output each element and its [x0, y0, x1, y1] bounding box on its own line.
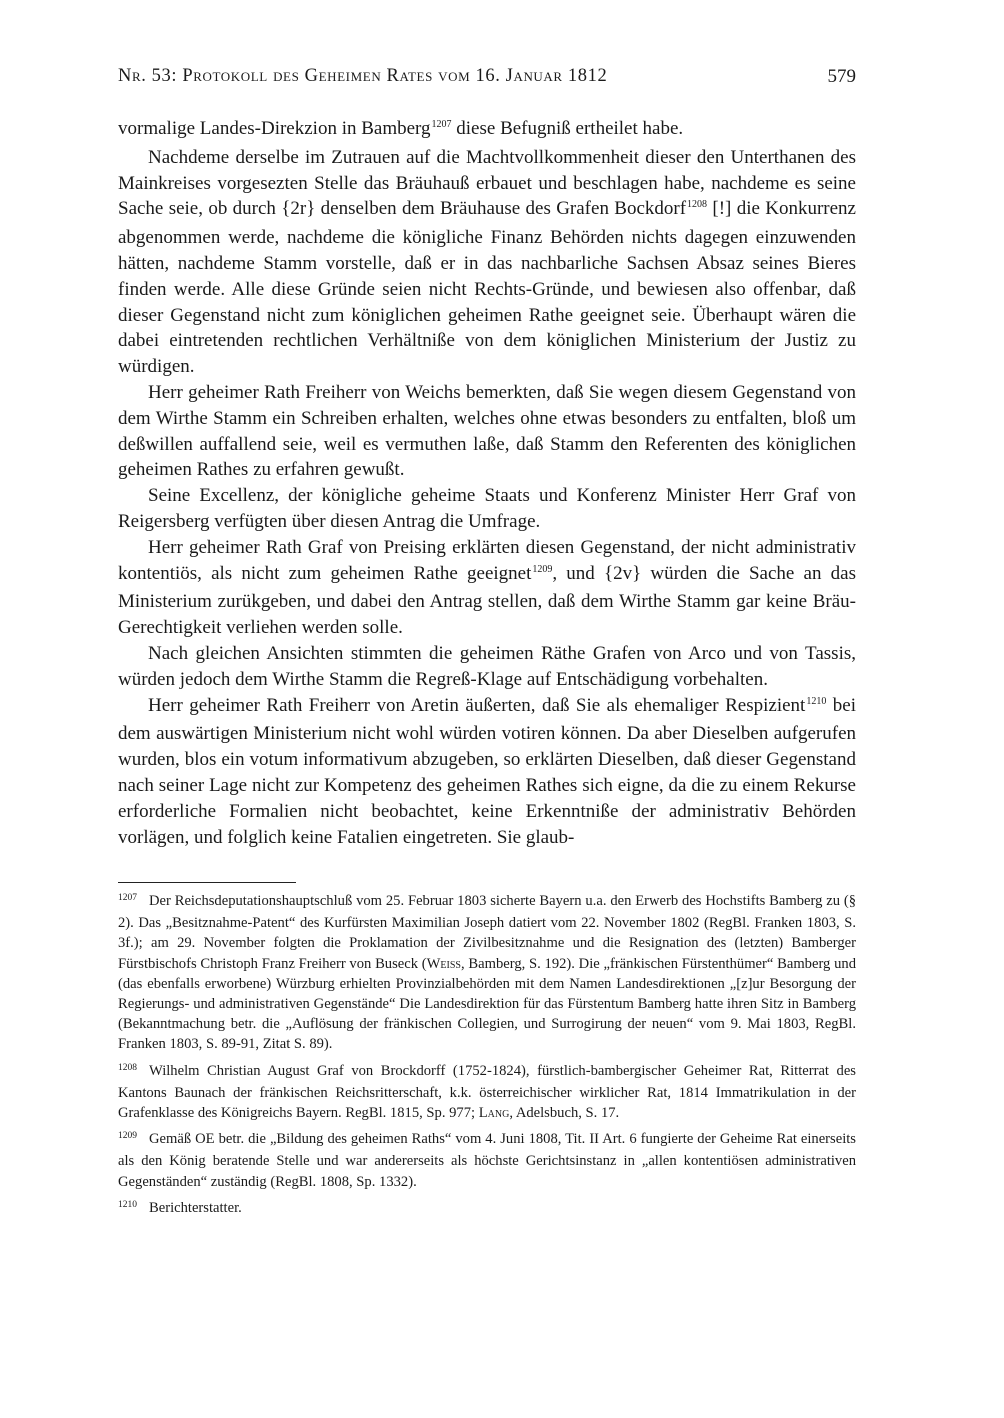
running-head: Nr. 53: Protokoll des Geheimen Rates vom 16. Januar 1812 — [118, 66, 608, 86]
footnotes — [118, 891, 856, 1226]
paragraph: vormalige Landes-Direkzion in Bamberg$^{1207}$ diese Befugniß ertheilet habe. — [118, 118, 684, 139]
footnote-ref[interactable]: 1207 — [431, 119, 452, 130]
paragraph: Seine Excellenz, der königliche geheime Staats und Konferenz Minister Herr Graf von Reigersberg verfügten über diesen Antrag die Umfrage. — [118, 485, 856, 532]
footnote-number: 1209 — [118, 1131, 137, 1142]
paragraph: Herr geheimer Rath Freiherr von Weichs bemerkten, daß Sie wegen diesem Gegenstand von dem Wirthe Stamm ein Schreiben erhalten, welches ohne etwas besonders zu entfalten, bloß um deßwillen auffallend seie, weil es vermuthen laße, daß Stamm den Referenten des königlichen geheimen Rathes zu erfahren gewußt. — [118, 381, 856, 481]
paragraph: Herr geheimer Rath Freiherr von Aretin äußerten, daß Sie als ehemaliger Respizient$^{1210}$ bei dem auswärtigen Ministerium nicht wohl würden votiren können. Da aber Dieselben aufgerufen wurden, blos ein votum informativum abzugeben, so erklärten Dieselben, daß dieser Gegenstand nach seiner Lage nicht zur Kompetenz des geheimen Rathes sich eigne, da die zu einem Rekurse erforderliche Formalien nicht beobachtet, keine Erkenntniße der administrativ Behörden vorlägen, und folglich keine Fatalien eingetreten. Sie glaub- — [118, 694, 856, 848]
paragraph: Nachdeme derselbe im Zutrauen auf die Machtvollkommenheit dieser den Unterthanen des Mainkreises vorgesezten Stelle das Bräuhauß erbauet und beschlagen habe, nachdeme es seine Sache seie, ob durch {2r} denselben dem Bräuhause des Grafen Bockdorf$^{1208}$ [!] die Konkurrenz abgenommen werde, nachdeme die königliche Finanz Behörden nichts dagegen einzuwenden hätten, nachdeme Stamm vorstelle, daß er in das nachbarliche Sachsen Absaz seines Bieres finden werde. Alle diese Gründe seien nicht Rechts-Gründe, und bewiesen also offenbar, daß dieser Gegenstand nicht zum königlichen geheimen Rathe geeignet seie. Überhaupt wären die dabei eintretenden rechtlichen Verhältniße von dem königlichen Ministerium der Justiz zu würdigen. — [118, 146, 856, 378]
footnote-ref[interactable]: 1210 — [806, 695, 827, 707]
footnote: $^{1210}$ Berichterstatter. — [118, 1199, 242, 1216]
paragraph: Nach gleichen Ansichten stimmten die geheimen Räthe Grafen von Arco und von Tassis, würden jedoch dem Wirthe Stamm die Regreß-Klage auf Entschädigung vorbehalten. — [118, 642, 856, 690]
footnote-number: 1210 — [118, 1199, 137, 1210]
page-header — [118, 66, 856, 94]
footnote: $^{1207}$ Der Reichsdeputationshauptschluß vom 25. Februar 1803 sicherte Bayern u.a. den Erwerb des Hochstifts Bamberg zu (§ 2). Das „Besitznahme-Patent“ des Kurfürsten Maximilian Joseph datiert vom 22. November 1802 (RegBl. Franken 1803, S. 3f.); am 29. November folgten die Proklamation der Zivilbesitznahme und die Resignation des (letzten) Bamberger Fürstbischofs Christoph Franz Freiherr von Buseck (Weiss, Bamberg, S. 192). Die „fränkischen Fürstenthümer“ Bamberg und (das ebenfalls erworbene) Würzburg erhielten Provinzialbehörden mit dem Namen Landesdirektionen „[z]ur Besorgung der Regierungs- und administrativen Gegenstände“ Die Landesdirektion für das Fürstentum Bamberg hatte ihren Sitz in Bamberg (Bekanntmachung betr. die „Auflösung der fränkischen Collegien, und Surrogirung der neuen“ vom 9. Mai 1803, RegBl. Franken 1803, S. 89-91, Zitat S. 89). — [118, 893, 856, 1053]
paragraph: Herr geheimer Rath Graf von Preising erklärten diesen Gegenstand, der nicht administrativ kontentiös, als nicht zum geheimen Rathe geeignet$^{1209}$, und {2v} würden die Sache an das Ministerium zurükgeben, und dabei den Antrag stellen, daß dem Wirthe Stamm gar keine Bräu-Gerechtigkeit verliehen werden solle. — [118, 536, 856, 639]
footnote-number: 1207 — [118, 893, 137, 903]
footnote-ref[interactable]: 1208 — [687, 199, 708, 211]
footnote-ref[interactable]: 1209 — [532, 563, 553, 575]
footnote: $^{1208}$ Wilhelm Christian August Graf von Brockdorff (1752-1824), fürstlich-bambergischer Geheimer Rat, Ritterrat des Kantons Baunach der fränkischen Reichsritterschaft, k.k. österreichischer wirklicher Rat, 1814 Immatrikulation in der Grafenklasse des Königreichs Bayern. RegBl. 1815, Sp. 977; Lang, Adelsbuch, S. 17. — [118, 1062, 856, 1122]
main-text — [118, 116, 856, 850]
page-number: 579 — [827, 66, 856, 87]
footnote-divider — [118, 882, 296, 883]
footnote: $^{1209}$ Gemäß OE betr. die „Bildung des geheimen Raths“ vom 4. Juni 1808, Tit. II Art. 6 fungierte der Geheime Rat einerseits als den König beratende Stelle und war andererseits als höchste Gerichtsinstanz in „allen kontentiösen administrativen Gegenständen“ zuständig (RegBl. 1808, Sp. 1332). — [118, 1131, 856, 1190]
footnote-number: 1208 — [118, 1062, 137, 1073]
